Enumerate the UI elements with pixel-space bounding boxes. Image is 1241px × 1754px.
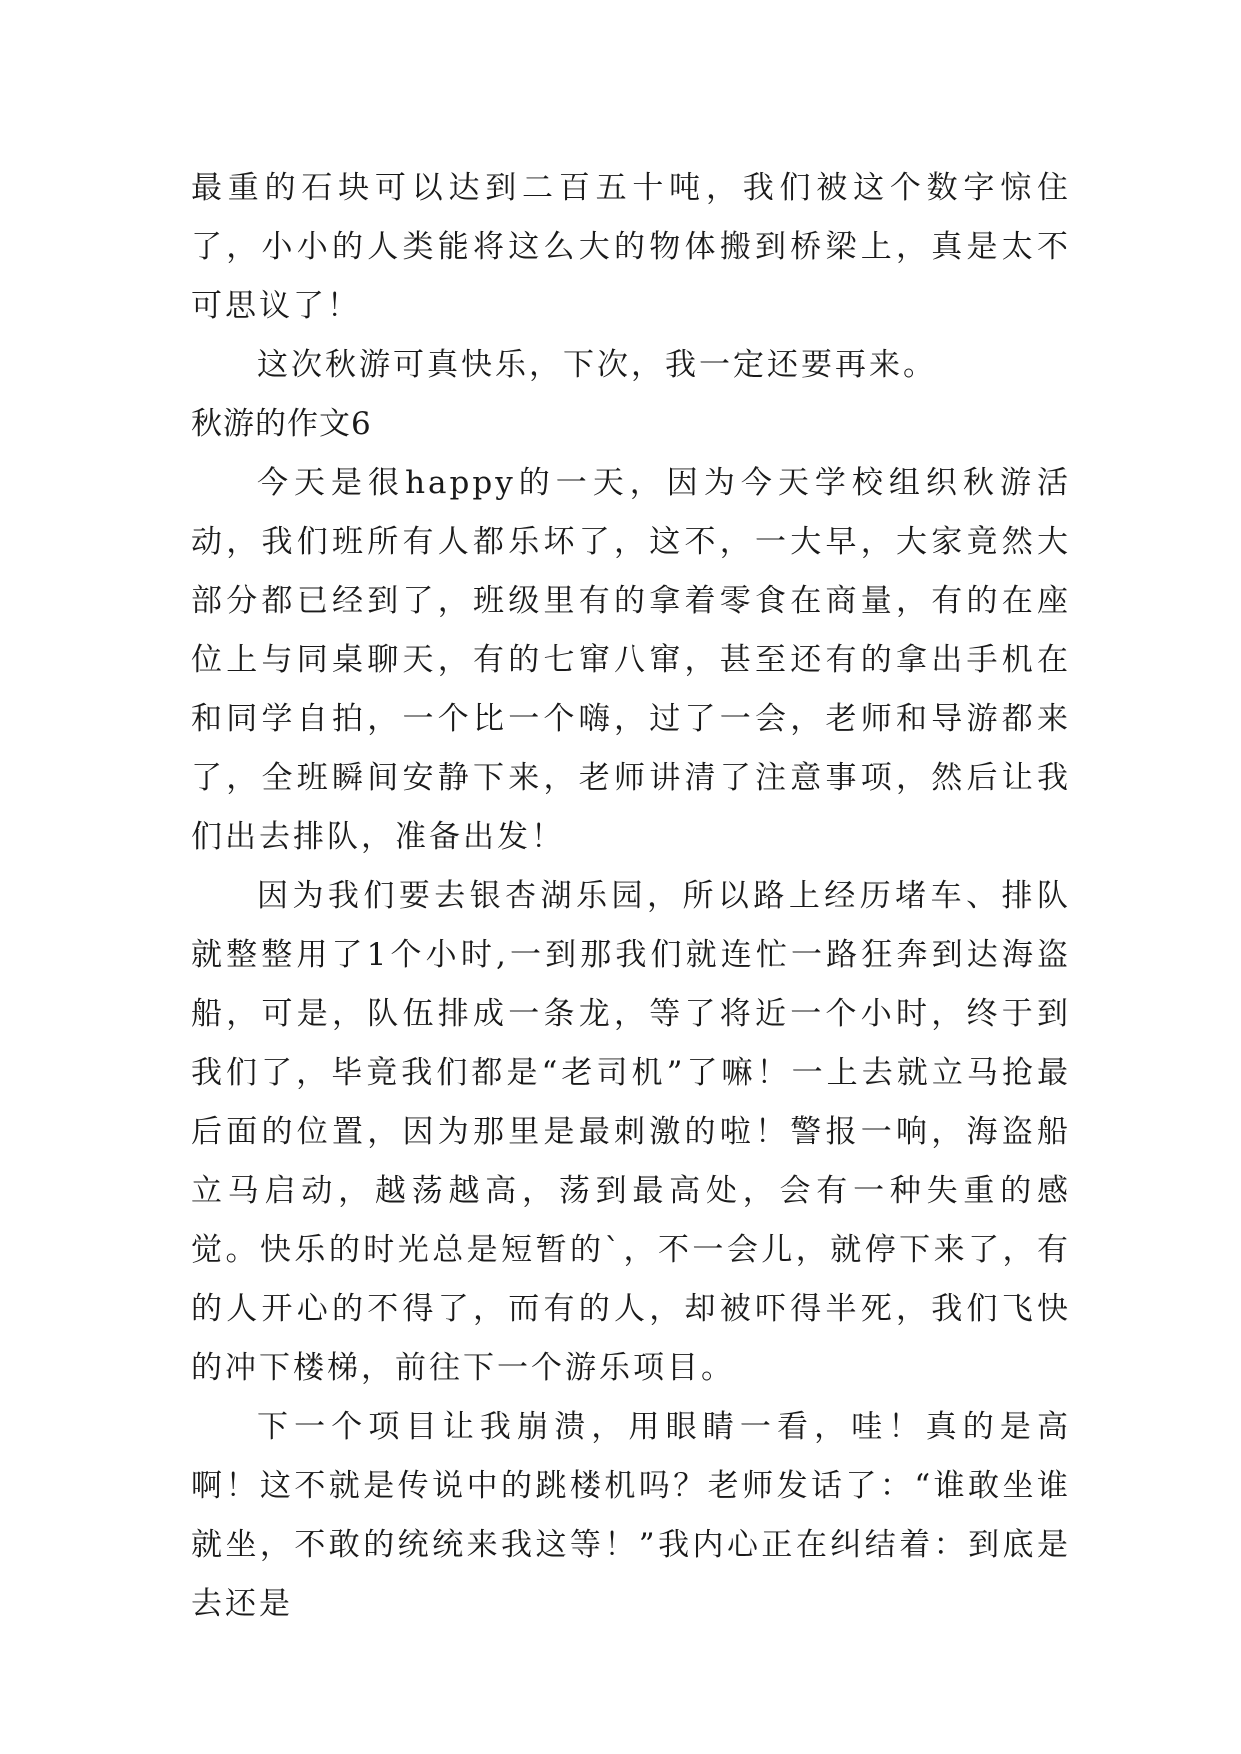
document-body (191, 159, 1071, 1634)
paragraph-intro: 今天是很happy的一天，因为今天学校组织秋游活动，我们班所有人都乐坏了，这不，一大早，大家竟然大部分都已经到了，班级里有的拿着零食在商量，有的在座位上与同桌聊天，有的七窜八窜，甚至还有的拿出手机在和同学自拍，一个比一个嗨，过了一会，老师和导游都来了，全班瞬间安静下来，老师讲清了注意事项，然后让我们出去排队，准备出发！ (191, 465, 1071, 855)
essay-heading: 秋游的作文6 (191, 406, 372, 442)
paragraph-pirate-ship: 因为我们要去银杏湖乐园，所以路上经历堵车、排队就整整用了1个小时,一到那我们就连忙一路狂奔到达海盗船，可是，队伍排成一条龙，等了将近一个小时，终于到我们了，毕竟我们都是“老司机”了嘛！一上去就立马抢最后面的位置，因为那里是最刺激的啦！警报一响，海盗船立马启动，越荡越高，荡到最高处，会有一种失重的感觉。快乐的时光总是短暂的`，不一会儿，就停下来了，有的人开心的不得了，而有的人，却被吓得半死，我们飞快的冲下楼梯，前往下一个游乐项目。 (191, 878, 1071, 1386)
paragraph-drop-tower: 下一个项目让我崩溃，用眼睛一看，哇！真的是高啊！这不就是传说中的跳楼机吗？老师发话了：“谁敢坐谁就坐，不敢的统统来我这等！”我内心正在纠结着：到底是去还是 (191, 1409, 1071, 1622)
paragraph-continuation: 最重的石块可以达到二百五十吨，我们被这个数字惊住了，小小的人类能将这么大的物体搬到桥梁上，真是太不可思议了！ (191, 170, 1071, 324)
paragraph-closing: 这次秋游可真快乐，下次，我一定还要再来。 (257, 347, 937, 383)
